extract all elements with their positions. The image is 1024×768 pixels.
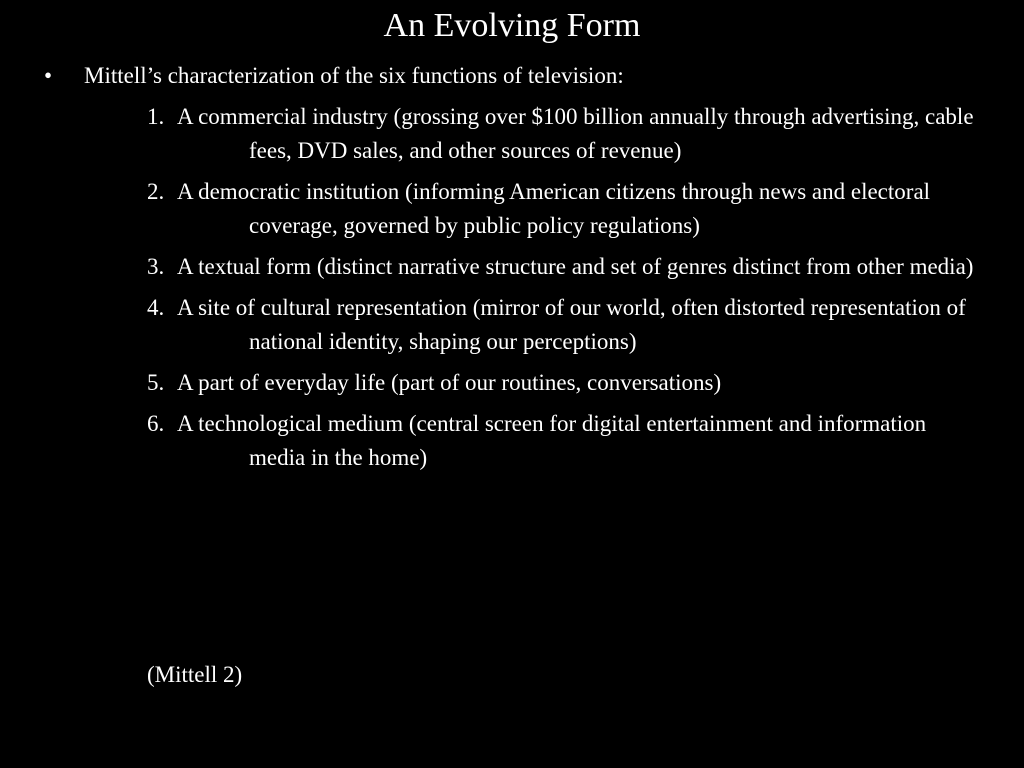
numbered-list bbox=[147, 100, 987, 482]
list-item-number: 2. bbox=[147, 179, 165, 204]
bullet-text: Mittell’s characterization of the six functions of television: bbox=[84, 63, 624, 88]
list-item-number: 1. bbox=[147, 104, 165, 129]
list-item bbox=[147, 291, 987, 359]
list-item-number: 6. bbox=[147, 411, 165, 436]
slide-title: An Evolving Form bbox=[383, 7, 641, 44]
list-item bbox=[147, 366, 987, 400]
list-item bbox=[147, 407, 987, 475]
list-item bbox=[147, 100, 987, 168]
bullet-marker: • bbox=[44, 63, 53, 88]
citation: (Mittell 2) bbox=[147, 662, 243, 687]
list-item-text: A commercial industry (grossing over $100 billion annually through advertising, cable fees, DVD sales, and other sources of revenue) bbox=[177, 104, 974, 163]
list-item-text: A site of cultural representation (mirror of our world, often distorted representation of national identity, shaping our perceptions) bbox=[177, 295, 966, 354]
list-item-number: 4. bbox=[147, 295, 165, 320]
list-item-number: 5. bbox=[147, 370, 165, 395]
list-item-text: A technological medium (central screen for digital entertainment and information media in the home) bbox=[177, 411, 927, 470]
list-item bbox=[147, 250, 987, 284]
list-item-text: A textual form (distinct narrative structure and set of genres distinct from other media) bbox=[177, 254, 974, 279]
list-item-text: A part of everyday life (part of our routines, conversations) bbox=[177, 370, 722, 395]
list-item-number: 3. bbox=[147, 254, 165, 279]
bullet-point bbox=[44, 60, 994, 92]
list-item bbox=[147, 175, 987, 243]
list-item-text: A democratic institution (informing American citizens through news and electoral coverage, governed by public policy regulations) bbox=[177, 179, 931, 238]
